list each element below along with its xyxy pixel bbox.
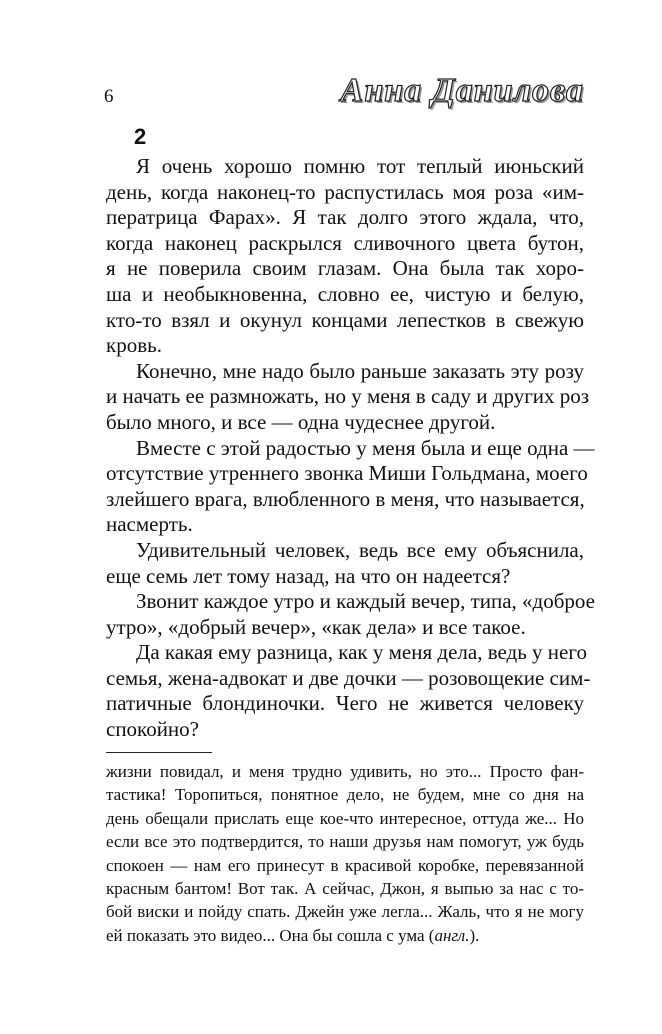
footnote-language-note: англ. <box>434 925 470 945</box>
chapter-number: 2 <box>134 124 147 149</box>
footnote-last-line <box>106 924 584 947</box>
body-line: ша и необыкновенна, словно ее, чистую и белую, <box>106 281 584 306</box>
body-line: еще семь лет тому назад, на что он надеется? <box>106 563 511 588</box>
body-line: Вместе с этой радостью у меня была и еще одна — <box>136 435 595 460</box>
footnote-line: если все это подтвердится, то наши друзья нам помогут, уж будь <box>106 832 584 852</box>
footnote-line: бой виски и пойду спать. Джейн уже легла... Жаль, что я не могу <box>106 902 584 922</box>
body-line: утро», «добрый вечер», «как дела» и все такое. <box>106 614 526 639</box>
footnote <box>106 760 584 947</box>
body-line: насмерть. <box>106 512 193 537</box>
body-line: и начать ее размножать, но у меня в саду и других роз <box>106 384 590 409</box>
body-line: было много, и все — одна чудеснее другой. <box>106 409 496 434</box>
footnote-line: красным бантом! Вот так. А сейчас, Джон, я выпью за нас с то- <box>106 878 584 898</box>
body-line: Удивительный человек, ведь все ему объяснила, <box>136 537 584 562</box>
body-line: Я очень хорошо помню тот теплый июньский <box>136 154 584 178</box>
body-line: я не поверила своим глазам. Она была так хоро- <box>106 256 584 281</box>
footnote-divider <box>106 752 212 753</box>
footnote-text: ей показать это видео... Она бы сошла с ума ( <box>106 925 435 945</box>
body-line: Да какая ему разница, как у меня дела, ведь у него <box>136 640 587 665</box>
body-line: Звонит каждое утро и каждый вечер, типа, «доброе <box>136 589 595 614</box>
running-head-author: Анна Данилова <box>340 72 584 109</box>
body-line: отсутствие утреннего звонка Миши Гольдмана, моего <box>106 461 588 486</box>
page-number: 6 <box>104 86 114 107</box>
body-line: день, когда наконец-то распустилась моя роза «им- <box>106 179 584 204</box>
footnote-line: тастика! Торопиться, понятное дело, не будем, мне со дня на <box>106 785 584 805</box>
footnote-text-end: ). <box>469 925 480 945</box>
body-line: злейшего врага, влюбленного в меня, что называется, <box>106 486 585 511</box>
body-line: спокойно? <box>106 717 199 742</box>
body-line: кровь. <box>106 333 162 358</box>
footnote-line: день обещали прислать еще кое-что интересное, оттуда же... Но <box>106 808 584 828</box>
footnote-line: спокоен — нам его принесут в красивой коробке, перевязанной <box>106 855 584 875</box>
footnote-line: жизни повидал, и меня трудно удивить, но это... Просто фан- <box>106 762 584 781</box>
body-line: патичные блондиночки. Чего не живется человеку <box>106 691 584 716</box>
body-line: семья, жена-адвокат и две дочки — розовощекие сим- <box>106 665 591 690</box>
chapter-body <box>106 154 595 743</box>
body-line: ператрица Фарах». Я так долго этого ждала, что, <box>106 205 584 230</box>
body-line: кто-то взял и окунул концами лепестков в свежую <box>106 307 584 332</box>
body-line: когда наконец раскрылся сливочного цвета бутон, <box>106 230 584 255</box>
body-line: Конечно, мне надо было раньше заказать эту розу <box>136 358 584 383</box>
